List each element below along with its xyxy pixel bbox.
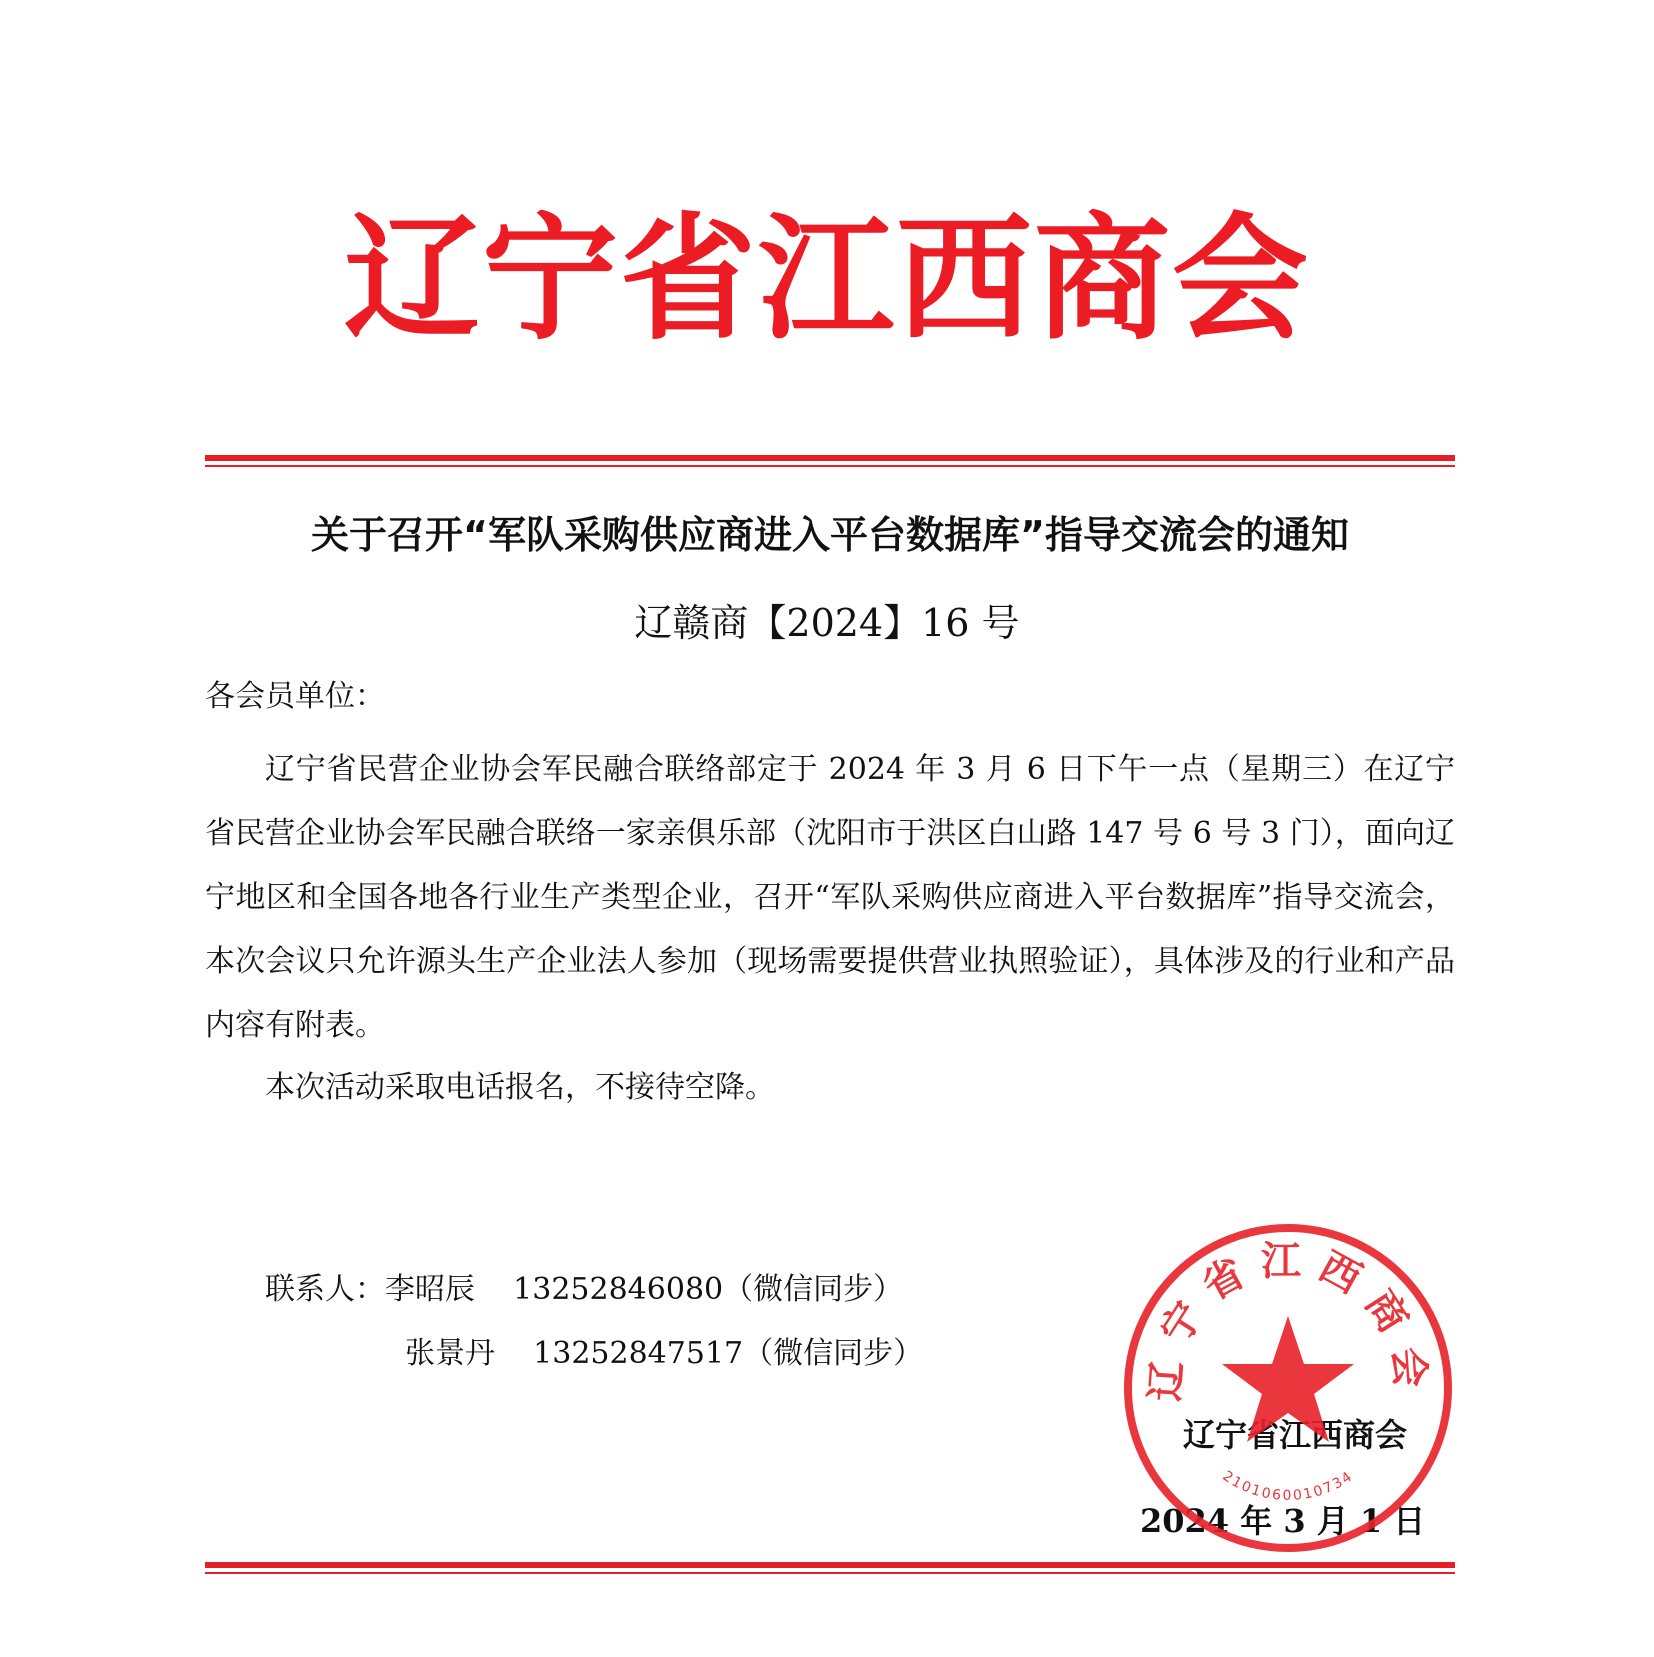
contact-note-1: （微信同步） xyxy=(723,1272,904,1307)
contact-label: 联系人： xyxy=(265,1272,385,1307)
seal-star-icon xyxy=(1222,1316,1354,1442)
notice-title: 关于召开“军队采购供应商进入平台数据库”指导交流会的通知 xyxy=(311,513,1349,557)
official-seal-stamp xyxy=(1118,1218,1458,1558)
contact-phone-1: 13252846080 xyxy=(513,1272,724,1307)
signature-date: 2024 年 3 月 1 日 xyxy=(1140,1502,1426,1540)
body-paragraph-2: 本次活动采取电话报名，不接待空降。 xyxy=(265,1070,775,1105)
top-red-rule xyxy=(205,455,1455,467)
contact-line-1 xyxy=(265,1268,903,1312)
seal-code: 2101060010734 xyxy=(1219,1468,1357,1504)
masthead-title: 辽宁省江西商会 xyxy=(344,201,1310,359)
seal-text: 辽宁省江西商会 xyxy=(1142,1238,1434,1403)
contact-name-2: 张景丹 xyxy=(405,1336,495,1371)
salutation: 各会员单位： xyxy=(205,679,385,714)
contact-note-2: （微信同步） xyxy=(743,1336,924,1371)
bottom-red-rule xyxy=(205,1562,1455,1574)
body-paragraph-1: 辽宁省民营企业协会军民融合联络部定于 2024 年 3 月 6 日下午一点（星期三）在辽宁省民营企业协会军民融合联络一家亲俱乐部（沈阳市于洪区白山路 147 号 6 号 3 门），面向辽宁地区和全国各地各行业生产类型企业，召开“军队采购供应商进入平台数据库”指导交流会，本次会议只允许源头生产企业法人参加（现场需要提供营业执照验证），具体涉及的行业和产品内容有附表。 xyxy=(205,752,1455,1043)
signature-organization: 辽宁省江西商会 xyxy=(1183,1416,1408,1454)
svg-text:2101060010734 xyxy=(1219,1468,1356,1504)
contact-name-1: 李昭辰 xyxy=(385,1272,475,1307)
document-number: 辽赣商【2024】16 号 xyxy=(634,601,1020,645)
contact-phone-2: 13252847517 xyxy=(533,1336,744,1371)
contact-line-2 xyxy=(405,1332,923,1376)
